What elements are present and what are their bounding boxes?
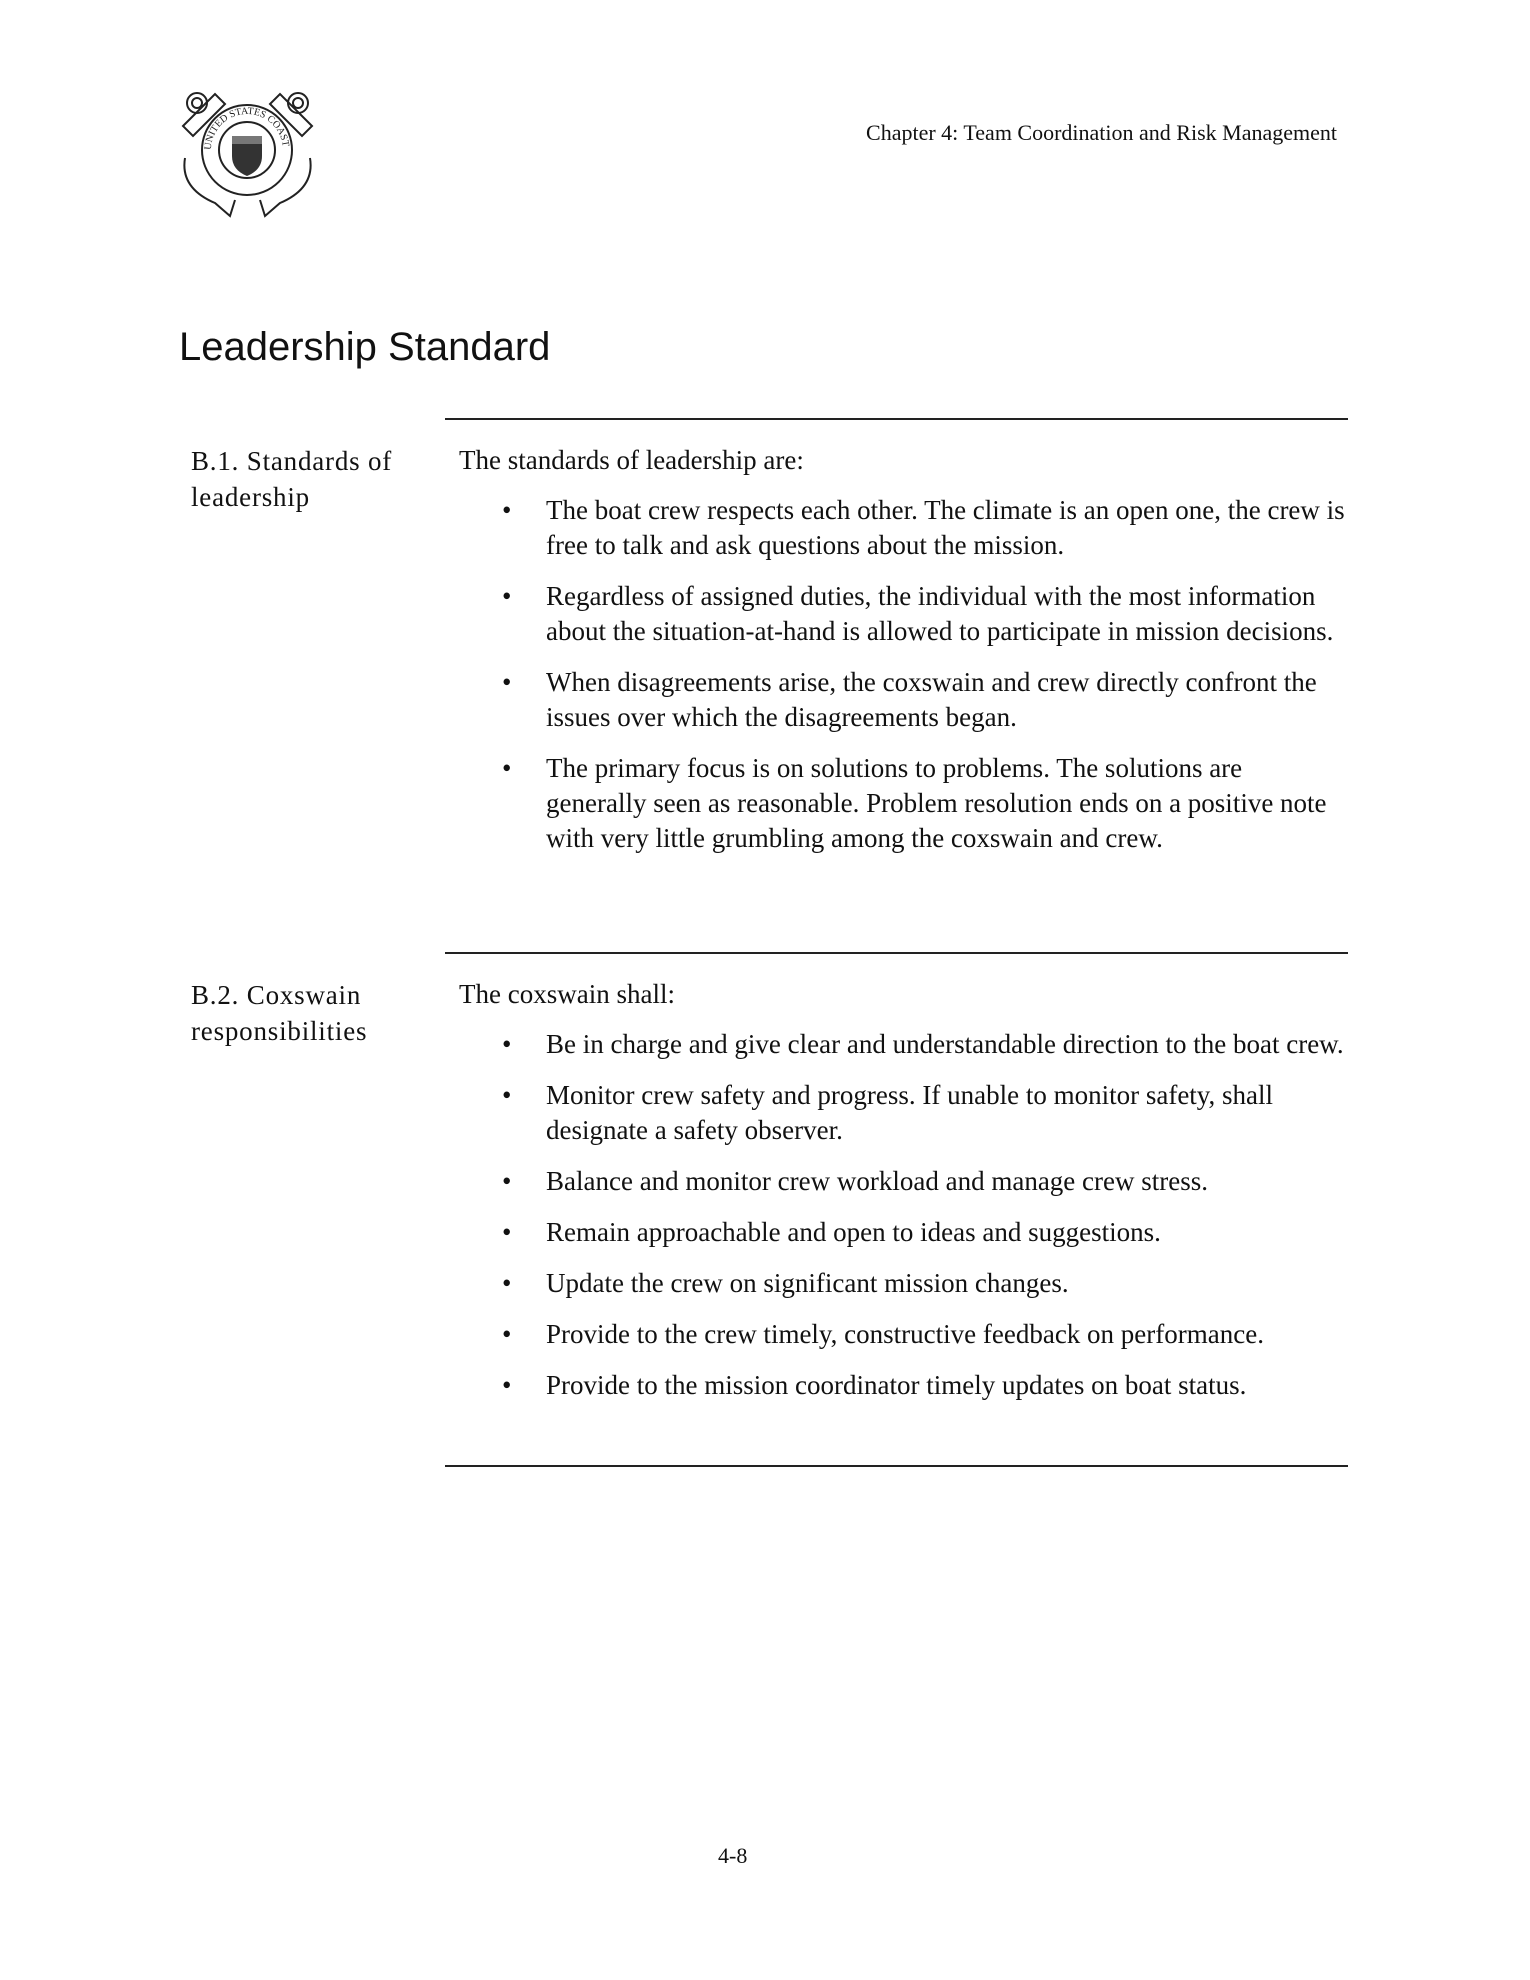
list-item xyxy=(459,1164,1349,1199)
list-item xyxy=(459,1266,1349,1301)
list-item xyxy=(459,1027,1349,1062)
bullet-icon: • xyxy=(502,667,512,697)
list-item xyxy=(459,1317,1349,1352)
list-item-text: Update the crew on significant mission changes. xyxy=(546,1268,1069,1298)
bullet-icon: • xyxy=(502,1080,512,1110)
list-item-text: Monitor crew safety and progress. If unable to monitor safety, shall designate a safety observer. xyxy=(546,1080,1274,1145)
section-body-b2 xyxy=(459,977,1349,1419)
section-divider xyxy=(445,418,1348,420)
bullet-icon: • xyxy=(502,1319,512,1349)
list-item-text: The boat crew respects each other. The climate is an open one, the crew is free to talk and ask questions about the mission. xyxy=(546,495,1345,560)
section-label-b1: B.1. Standards of leadership xyxy=(191,446,393,512)
bullet-icon: • xyxy=(502,495,512,525)
bullet-list xyxy=(459,493,1349,856)
page-number: 4-8 xyxy=(718,1843,748,1868)
list-item xyxy=(459,1078,1349,1148)
list-item-text: Remain approachable and open to ideas and suggestions. xyxy=(546,1217,1161,1247)
coast-guard-seal-logo xyxy=(175,88,320,223)
section-divider xyxy=(445,952,1348,954)
section-intro: The coxswain shall: xyxy=(459,979,675,1009)
bullet-icon: • xyxy=(502,1217,512,1247)
list-item-text: When disagreements arise, the coxswain and crew directly confront the issues over which the disagreements began. xyxy=(546,667,1317,732)
list-item-text: Regardless of assigned duties, the individual with the most information about the situation-at-hand is allowed to participate in mission decisions. xyxy=(546,581,1334,646)
list-item xyxy=(459,1368,1349,1403)
list-item xyxy=(459,665,1349,735)
list-item-text: Provide to the mission coordinator timely updates on boat status. xyxy=(546,1370,1247,1400)
list-item xyxy=(459,579,1349,649)
section-divider xyxy=(445,1465,1348,1467)
bullet-list xyxy=(459,1027,1349,1403)
bullet-icon: • xyxy=(502,1268,512,1298)
bullet-icon: • xyxy=(502,581,512,611)
svg-text:UNITED STATES COAST GUARD: UNITED STATES COAST xyxy=(202,105,291,151)
list-item xyxy=(459,493,1349,563)
section-body-b1 xyxy=(459,443,1349,872)
bullet-icon: • xyxy=(502,1029,512,1059)
bullet-icon: • xyxy=(502,1370,512,1400)
page-title: Leadership Standard xyxy=(179,325,551,369)
list-item-text: Provide to the crew timely, constructive feedback on performance. xyxy=(546,1319,1264,1349)
list-item-text: Balance and monitor crew workload and manage crew stress. xyxy=(546,1166,1209,1196)
bullet-icon: • xyxy=(502,753,512,783)
list-item xyxy=(459,751,1349,856)
bullet-icon: • xyxy=(502,1166,512,1196)
list-item xyxy=(459,1215,1349,1250)
section-label-b2: B.2. Coxswain responsibilities xyxy=(191,980,368,1046)
chapter-header: Chapter 4: Team Coordination and Risk Management xyxy=(866,120,1337,145)
list-item-text: Be in charge and give clear and understandable direction to the boat crew. xyxy=(546,1029,1344,1059)
section-intro: The standards of leadership are: xyxy=(459,445,804,475)
list-item-text: The primary focus is on solutions to problems. The solutions are generally seen as reasonable. Problem resolution ends on a positive note with very little grumbling among the coxswain and crew. xyxy=(546,753,1327,853)
